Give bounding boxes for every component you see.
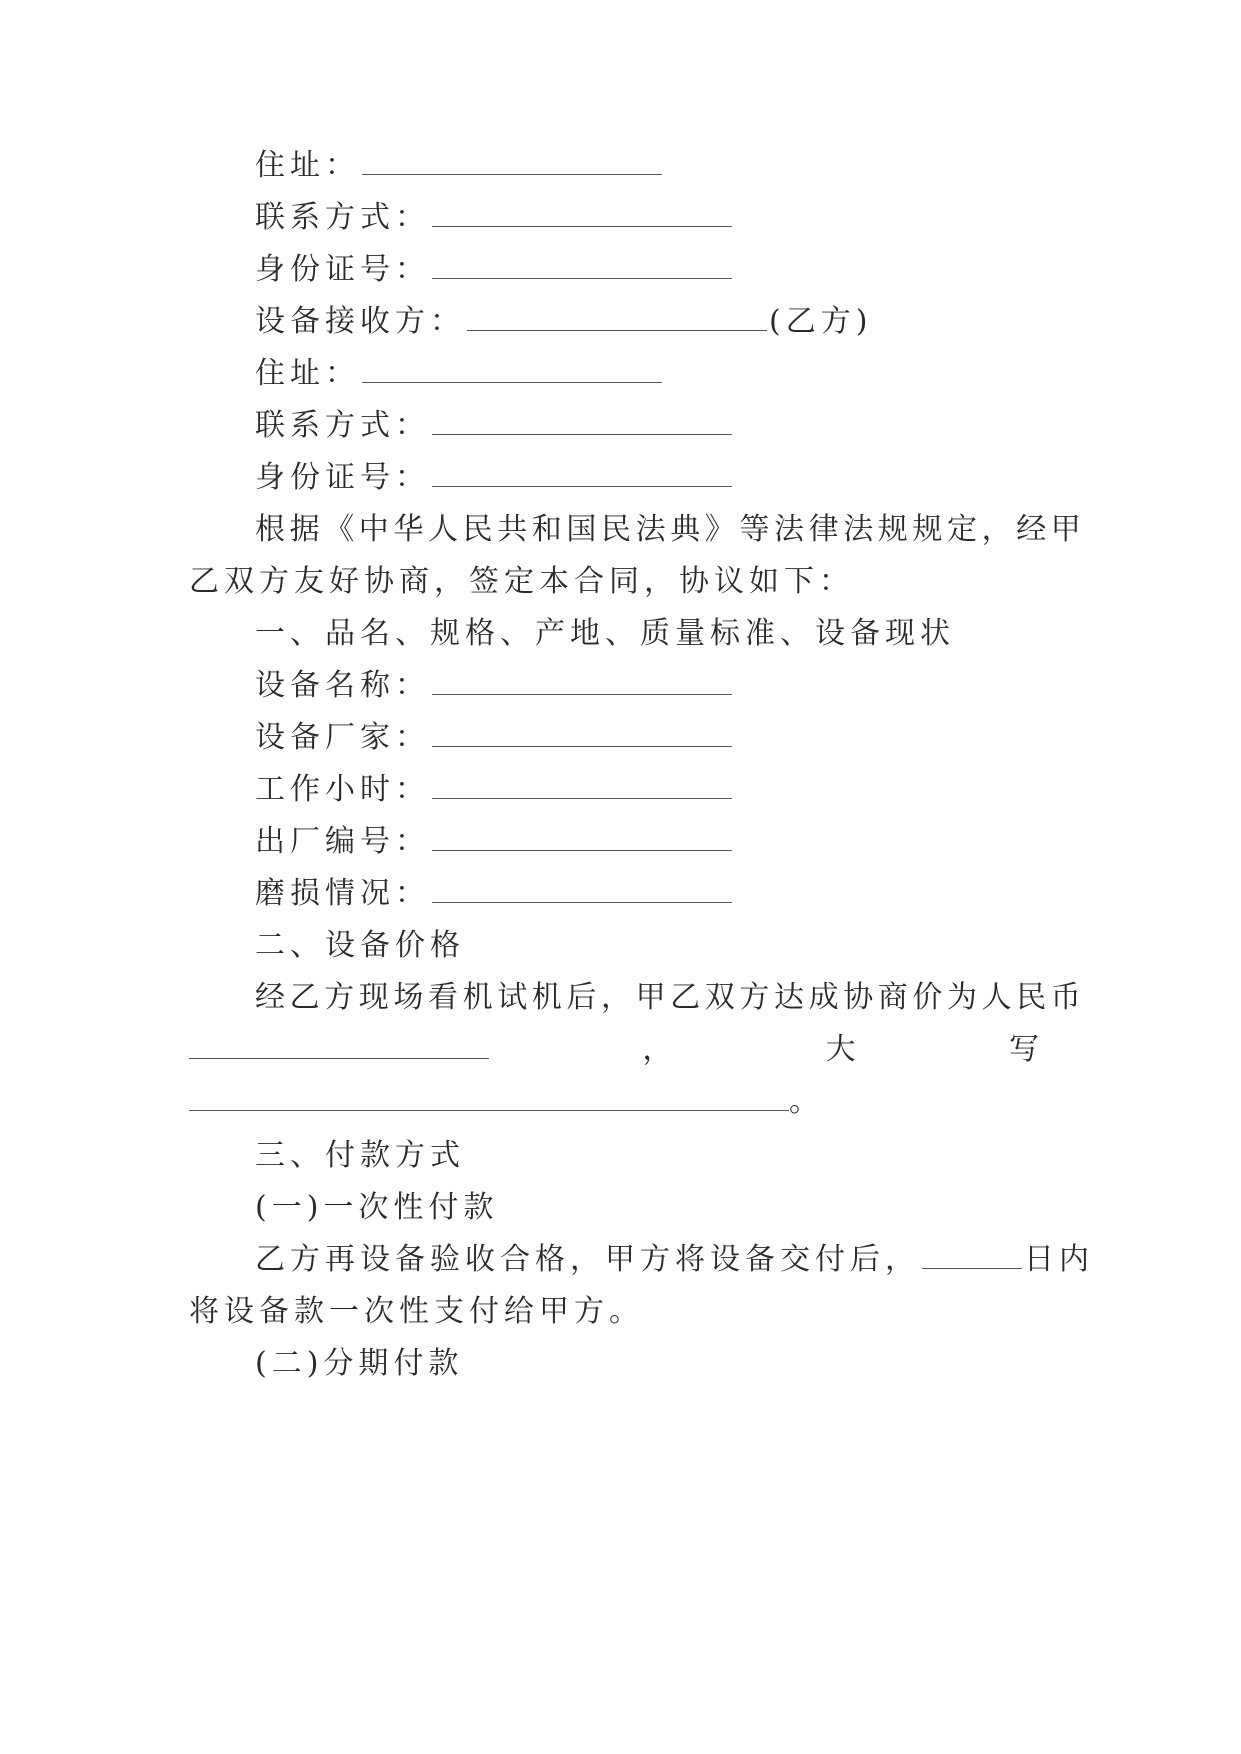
price-comma: ， bbox=[642, 1032, 673, 1067]
party-a-address-blank[interactable] bbox=[362, 150, 662, 175]
price-line-3 bbox=[189, 1082, 1049, 1122]
field-label: 工作小时： bbox=[255, 772, 430, 807]
party-b-receiver-row bbox=[189, 302, 1115, 342]
party-b-address-label: 住址： bbox=[255, 356, 360, 391]
working-hours-blank[interactable] bbox=[432, 774, 732, 799]
field-label: 设备厂家： bbox=[255, 720, 430, 755]
party-b-contact-row bbox=[189, 406, 1115, 446]
party-b-receiver-suffix: (乙方) bbox=[769, 304, 873, 339]
party-b-id-label: 身份证号： bbox=[255, 460, 430, 495]
serial-number-blank[interactable] bbox=[432, 826, 732, 851]
preamble-line-1: 根据《中华人民共和国民法典》等法律法规规定，经甲 bbox=[255, 512, 1086, 547]
party-a-id-row bbox=[189, 250, 1115, 290]
price-words-blank[interactable] bbox=[189, 1086, 789, 1111]
price-da: 大 bbox=[825, 1032, 856, 1067]
price-amount-blank[interactable] bbox=[189, 1034, 489, 1059]
section1-heading: 一、品名、规格、产地、质量标准、设备现状 bbox=[255, 616, 955, 651]
party-a-address-label: 住址： bbox=[255, 148, 360, 183]
field-label: 出厂编号： bbox=[255, 824, 430, 859]
price-period: 。 bbox=[789, 1084, 824, 1119]
wear-condition-blank[interactable] bbox=[432, 878, 732, 903]
price-line-2 bbox=[189, 1030, 1039, 1070]
party-a-contact-row bbox=[189, 198, 1115, 238]
party-b-receiver-label: 设备接收方： bbox=[255, 304, 465, 339]
party-b-contact-label: 联系方式： bbox=[255, 408, 430, 443]
party-b-receiver-blank[interactable] bbox=[467, 306, 767, 331]
price-xie: 写 bbox=[1008, 1032, 1039, 1067]
section1-field-row bbox=[189, 822, 1115, 862]
days-blank[interactable] bbox=[922, 1244, 1022, 1269]
sub1-line-1-suffix: 日内 bbox=[1024, 1242, 1094, 1277]
party-b-id-row bbox=[189, 458, 1115, 498]
section3-sub1: (一)一次性付款 bbox=[255, 1190, 499, 1225]
preamble-line-2: 乙双方友好协商，签定本合同，协议如下： bbox=[189, 564, 854, 599]
section3-heading: 三、付款方式 bbox=[255, 1138, 465, 1173]
party-b-address-blank[interactable] bbox=[362, 358, 662, 383]
equipment-name-blank[interactable] bbox=[432, 670, 732, 695]
party-a-address-row bbox=[189, 146, 1115, 186]
section1-field-row bbox=[189, 666, 1115, 706]
price-line-1: 经乙方现场看机试机后，甲乙双方达成协商价为人民币 bbox=[255, 980, 1086, 1015]
field-label: 磨损情况： bbox=[255, 876, 430, 911]
section1-field-row bbox=[189, 718, 1115, 758]
party-a-contact-blank[interactable] bbox=[432, 202, 732, 227]
section1-field-row bbox=[189, 770, 1115, 810]
party-b-id-blank[interactable] bbox=[432, 462, 732, 487]
sub1-line-1 bbox=[189, 1240, 1115, 1280]
sub1-line-2: 将设备款一次性支付给甲方。 bbox=[189, 1294, 644, 1329]
section2-heading: 二、设备价格 bbox=[255, 928, 465, 963]
field-label: 设备名称： bbox=[255, 668, 430, 703]
sub1-line-1-text: 乙方再设备验收合格，甲方将设备交付后， bbox=[255, 1242, 920, 1277]
party-b-address-row bbox=[189, 354, 1115, 394]
party-a-id-blank[interactable] bbox=[432, 254, 732, 279]
section1-field-row bbox=[189, 874, 1115, 914]
section3-sub2: (二)分期付款 bbox=[255, 1346, 464, 1381]
party-a-contact-label: 联系方式： bbox=[255, 200, 430, 235]
party-b-contact-blank[interactable] bbox=[432, 410, 732, 435]
manufacturer-blank[interactable] bbox=[432, 722, 732, 747]
party-a-id-label: 身份证号： bbox=[255, 252, 430, 287]
